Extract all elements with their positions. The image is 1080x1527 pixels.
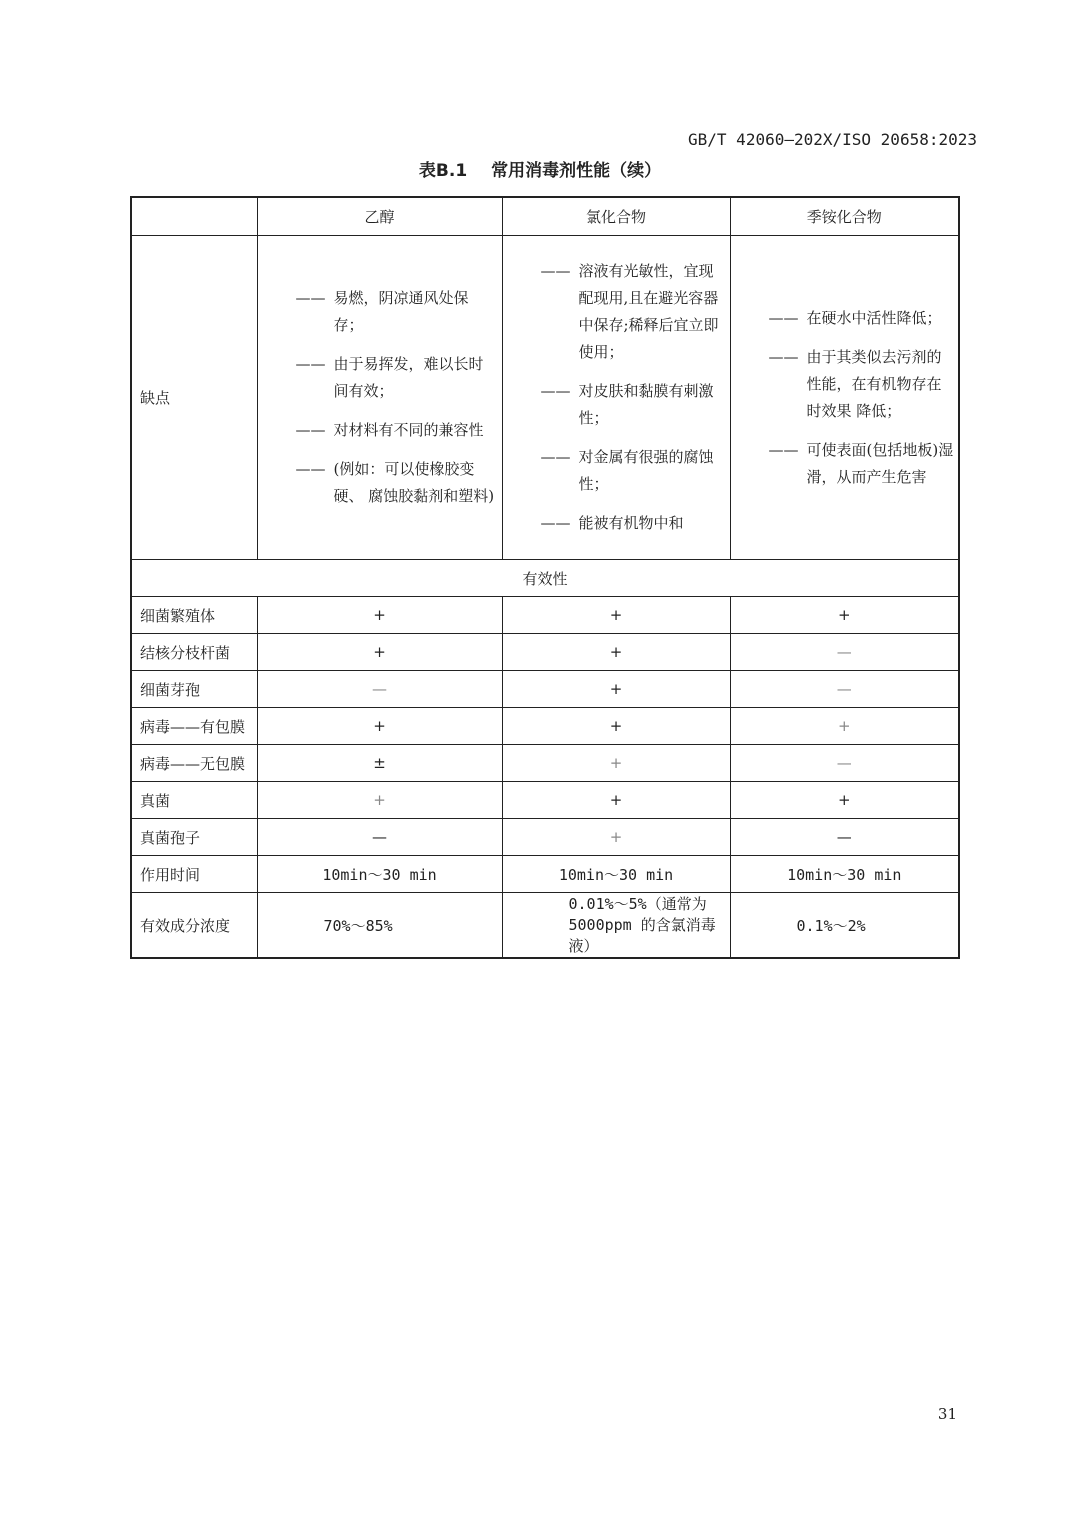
drawback-item: —— 溶液有光敏性，宜现配现用,且在避光容器中保存;稀释后宜立即使用；	[540, 262, 719, 361]
standard-code: GB/T 42060—202X/ISO 20658:2023	[688, 130, 977, 149]
cell-ethanol: +	[257, 597, 502, 634]
drawback-item: —— 由于其类似去污剂的性能，在有机物存在时效果 降低；	[768, 347, 942, 420]
header-chlorine-compounds: 氯化合物	[502, 197, 730, 236]
table-row	[131, 634, 959, 671]
drawback-item: —— 对材料有不同的兼容性	[295, 421, 484, 439]
row-label: 细菌芽孢	[131, 671, 257, 708]
effectiveness-heading: 有效性	[131, 560, 959, 597]
table-row	[131, 856, 959, 893]
drawbacks-quaternary	[730, 236, 959, 560]
row-label: 病毒——无包膜	[131, 745, 257, 782]
cell-quaternary: —	[730, 671, 959, 708]
drawback-item: —— 能被有机物中和	[540, 514, 684, 532]
cell-chlorine: 0.01%～5%（通常为5000ppm 的含氯消毒液）	[502, 893, 730, 959]
effectiveness-heading-row	[131, 560, 959, 597]
cell-chlorine: +	[502, 819, 730, 856]
cell-quaternary: —	[730, 819, 959, 856]
row-label: 病毒——有包膜	[131, 708, 257, 745]
cell-quaternary: 10min～30 min	[730, 856, 959, 893]
row-label: 有效成分浓度	[131, 893, 257, 959]
cell-quaternary: —	[730, 745, 959, 782]
cell-ethanol: +	[257, 634, 502, 671]
row-label: 细菌繁殖体	[131, 597, 257, 634]
drawbacks-label: 缺点	[131, 236, 257, 560]
cell-quaternary: —	[730, 634, 959, 671]
table-title	[0, 156, 1080, 181]
drawback-item: —— 易燃，阴凉通风处保存；	[295, 289, 469, 334]
cell-ethanol: +	[257, 708, 502, 745]
table-row	[131, 893, 959, 959]
table-row	[131, 782, 959, 819]
header-blank	[131, 197, 257, 236]
cell-chlorine: +	[502, 671, 730, 708]
drawback-item: —— 对金属有很强的腐蚀性；	[540, 448, 714, 493]
drawback-item: —— 由于易挥发，难以长时间有效；	[295, 355, 484, 400]
drawbacks-ethanol	[257, 236, 502, 560]
table-row	[131, 671, 959, 708]
cell-chlorine: +	[502, 745, 730, 782]
cell-ethanol: —	[257, 819, 502, 856]
cell-chlorine: +	[502, 597, 730, 634]
drawbacks-row	[131, 236, 959, 560]
row-label: 作用时间	[131, 856, 257, 893]
cell-ethanol: ±	[257, 745, 502, 782]
drawback-item: —— (例如：可以使橡胶变硬、 腐蚀胶黏剂和塑料)	[295, 460, 495, 505]
page-number: 31	[937, 1405, 957, 1423]
cell-quaternary: +	[730, 597, 959, 634]
row-label: 结核分枝杆菌	[131, 634, 257, 671]
table-row	[131, 708, 959, 745]
cell-chlorine: 10min～30 min	[502, 856, 730, 893]
table-row	[131, 745, 959, 782]
cell-chlorine: +	[502, 634, 730, 671]
drawback-item: —— 在硬水中活性降低；	[768, 308, 942, 327]
cell-ethanol: —	[257, 671, 502, 708]
cell-ethanol: 10min～30 min	[257, 856, 502, 893]
drawbacks-chlorine	[502, 236, 730, 560]
table-row	[131, 819, 959, 856]
cell-ethanol: +	[257, 782, 502, 819]
cell-quaternary: +	[730, 782, 959, 819]
row-label: 真菌孢子	[131, 819, 257, 856]
table-title-text: 常用消毒剂性能（续）	[491, 161, 662, 181]
table-title-number: 表B.1	[418, 161, 468, 181]
drawback-item: —— 可使表面(包括地板)湿滑，从而产生危害	[768, 440, 954, 486]
cell-chlorine: +	[502, 708, 730, 745]
header-ethanol: 乙醇	[257, 197, 502, 236]
header-quaternary-ammonium: 季铵化合物	[730, 197, 959, 236]
table-row	[131, 597, 959, 634]
drawback-item: —— 对皮肤和黏膜有刺激性；	[540, 382, 714, 427]
disinfectant-table	[130, 196, 960, 959]
cell-quaternary: +	[730, 708, 959, 745]
cell-ethanol: 70%～85%	[257, 893, 502, 959]
table-header-row	[131, 197, 959, 236]
cell-quaternary: 0.1%～2%	[730, 893, 959, 959]
cell-chlorine: +	[502, 782, 730, 819]
row-label: 真菌	[131, 782, 257, 819]
